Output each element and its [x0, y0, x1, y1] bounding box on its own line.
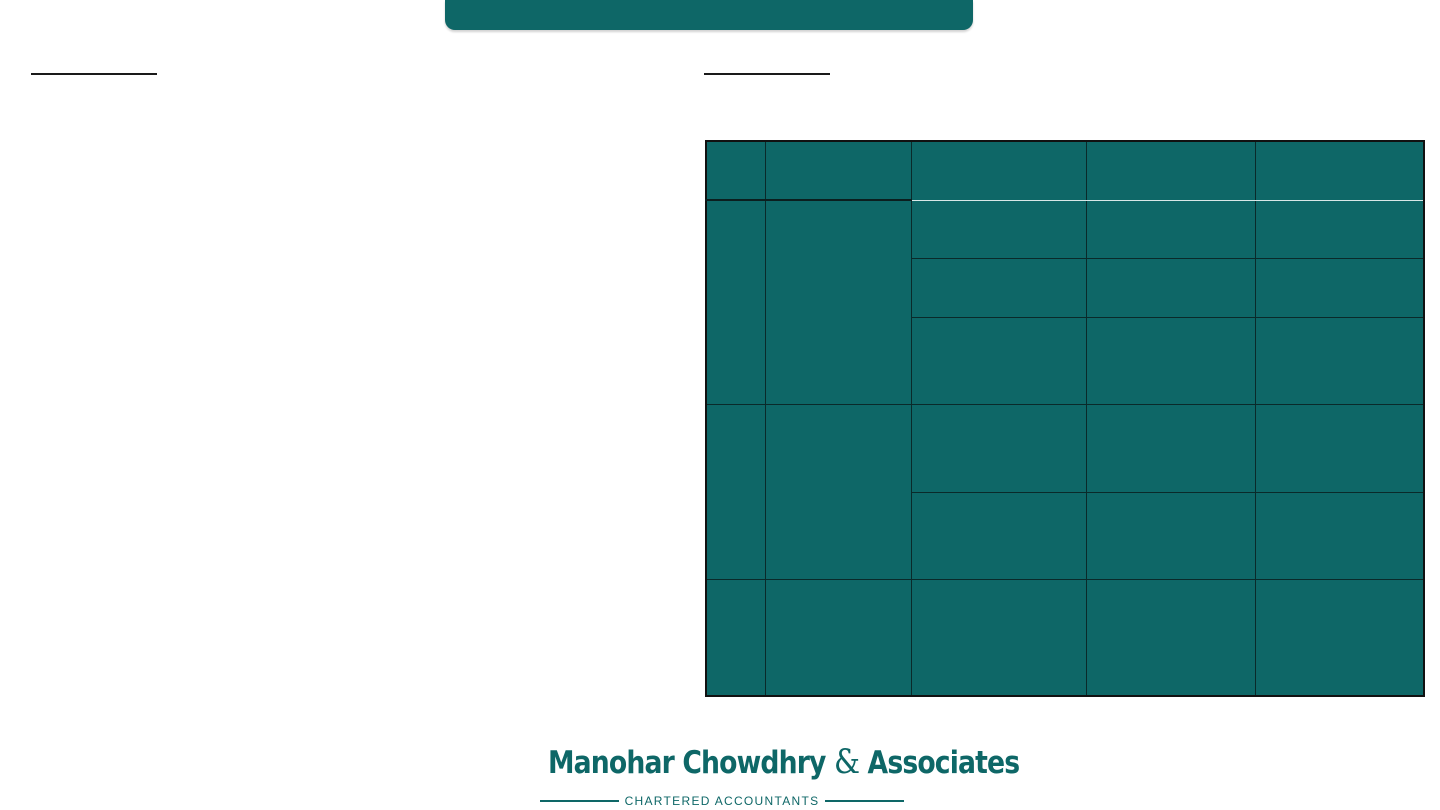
table-cell	[1255, 200, 1424, 258]
table-cell	[1255, 579, 1424, 696]
table-cell	[911, 200, 1086, 258]
table-cell	[1086, 492, 1255, 579]
logo-subtitle: CHARTERED ACCOUNTANTS	[624, 794, 820, 808]
logo-ampersand: &	[833, 742, 860, 782]
table-cell	[706, 579, 765, 696]
header-cell	[765, 141, 911, 200]
left-heading-underline	[31, 73, 157, 75]
header-cell	[1086, 141, 1255, 200]
table-cell	[765, 579, 911, 696]
table-cell	[1255, 404, 1424, 492]
table-cell	[911, 492, 1086, 579]
table-row	[706, 404, 1424, 492]
data-table	[705, 140, 1425, 697]
table-cell	[1086, 200, 1255, 258]
company-logo	[520, 742, 1020, 810]
table-cell	[765, 404, 911, 579]
table-cell	[911, 317, 1086, 404]
logo-name-part2: Associates	[859, 745, 1020, 781]
table-header-row	[706, 141, 1424, 200]
table-row	[706, 579, 1424, 696]
table-cell	[706, 200, 765, 404]
logo-wordmark	[548, 742, 1020, 783]
table-cell	[911, 258, 1086, 317]
right-heading-underline	[704, 73, 830, 75]
table-cell	[1086, 404, 1255, 492]
logo-name-part1: Manohar Chowdhry	[548, 745, 834, 781]
title-banner	[445, 0, 973, 30]
table-cell	[1255, 258, 1424, 317]
table-cell	[1255, 317, 1424, 404]
table-cell	[1086, 579, 1255, 696]
header-cell	[706, 141, 765, 200]
logo-subtitle-row	[540, 793, 904, 809]
table-cell	[1255, 492, 1424, 579]
table-row	[706, 200, 1424, 258]
logo-rule-right	[825, 800, 904, 802]
table-cell	[1086, 258, 1255, 317]
table-cell	[911, 404, 1086, 492]
logo-rule-left	[540, 800, 619, 802]
header-cell	[1255, 141, 1424, 200]
header-cell	[911, 141, 1086, 200]
table-cell	[765, 200, 911, 404]
table-cell	[1086, 317, 1255, 404]
table-cell	[706, 404, 765, 579]
table-cell	[911, 579, 1086, 696]
